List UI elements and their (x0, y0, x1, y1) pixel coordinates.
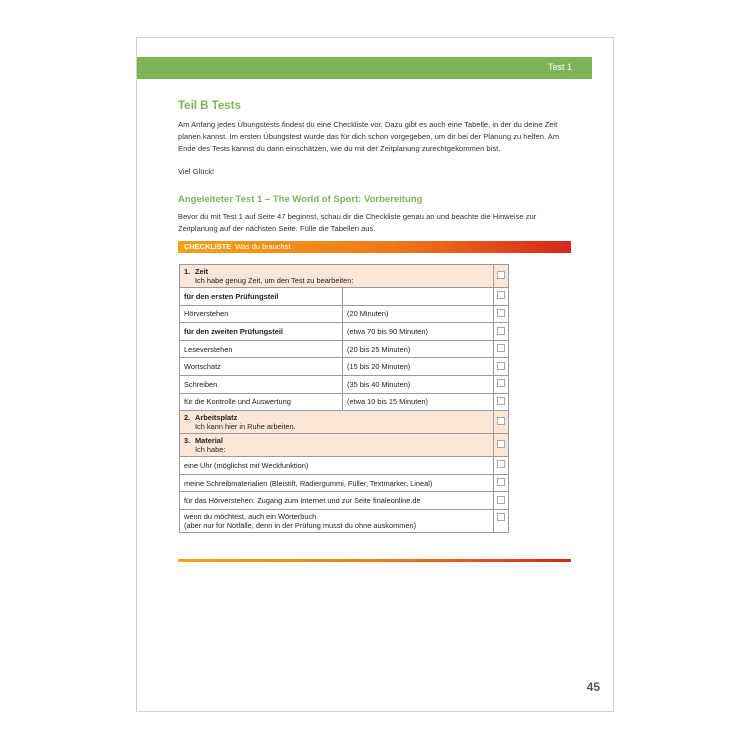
material-item-note: (aber nur für Notfälle, denn in der Prüfung musst du ohne auskommen) (184, 520, 417, 530)
table-row (180, 509, 509, 532)
row-label: Wortschatz (180, 358, 343, 376)
material-item: meine Schreibmaterialien (Bleistift, Radiergummi, Füller, Textmarker, Lineal) (180, 474, 494, 492)
checkbox[interactable] (497, 478, 505, 486)
checkbox[interactable] (497, 271, 505, 279)
row-label: für die Kontrolle und Auswertung (180, 393, 343, 411)
platz-number: 2. (184, 413, 191, 423)
checklist-banner (178, 241, 571, 253)
section-paragraph: Am Anfang jedes Übungstests findest du eine Checkliste vor. Dazu gibt es auch eine Tabelle, in der du deine Zeit planen kannst. Im ersten Übungstest wurde das für dich schon vorgegeben, um dir bei der Planung zu helfen. Am Ende des Tests kannst du dann einschätzen, wie du mit der Zeitplanung zurechtgekommen bist. (178, 120, 560, 154)
checkbox[interactable] (497, 397, 505, 405)
subsection-paragraph: Bevor du mit Test 1 auf Seite 47 beginnst, schau dir die Checkliste genau an und beachte die Hinweise zur Zeitplanung auf der nächsten Seite. Fülle die Tabellen aus. (178, 211, 537, 233)
checklist-row-material (180, 434, 509, 457)
platz-title: Arbeitsplatz (195, 413, 238, 423)
banner-label: CHECKLISTE (184, 242, 232, 252)
zeit-number: 1. (184, 267, 191, 277)
row-time: (20 Minuten) (343, 305, 494, 323)
checkbox[interactable] (497, 309, 505, 317)
checklist-row-arbeitsplatz (180, 411, 509, 434)
row-label: Hörverstehen (180, 305, 343, 323)
checklist-row-zeit (180, 265, 509, 288)
table-row (180, 457, 509, 475)
checkbox[interactable] (497, 417, 505, 425)
checklist-table (179, 264, 509, 533)
checkbox[interactable] (497, 291, 505, 299)
checkbox[interactable] (497, 440, 505, 448)
row-time (343, 288, 494, 306)
table-row (180, 474, 509, 492)
header-bar (137, 57, 592, 79)
section-title: Teil B Tests (178, 100, 241, 112)
zeit-subtext: Ich habe genug Zeit, um den Test zu bearbeiten: (195, 276, 354, 286)
subsection-title: Angeleiteter Test 1 – The World of Sport: Vorbereitung (178, 193, 423, 205)
table-row (180, 393, 509, 411)
page-number: 45 (586, 680, 600, 694)
banner-text: Was du brauchst (235, 242, 291, 252)
row-time: (15 bis 20 Minuten) (343, 358, 494, 376)
checkbox[interactable] (497, 496, 505, 504)
checkbox[interactable] (497, 344, 505, 352)
table-row (180, 288, 509, 306)
material-subtext: Ich habe: (195, 445, 226, 455)
row-time: (etwa 10 bis 15 Minuten) (343, 393, 494, 411)
row-time: (20 bis 25 Minuten) (343, 340, 494, 358)
table-row (180, 375, 509, 393)
table-row (180, 358, 509, 376)
material-item: für das Hörverstehen: Zugang zum Internet und zur Seite finaleonline.de (180, 492, 494, 510)
header-label: Test 1 (547, 62, 572, 72)
table-row (180, 323, 509, 341)
material-item: wenn du möchtest, auch ein Wörterbuch (184, 511, 317, 521)
document-page (136, 37, 614, 712)
row-label: für den ersten Prüfungsteil (180, 288, 343, 306)
row-label: Leseverstehen (180, 340, 343, 358)
material-item: eine Uhr (möglichst mit Weckfunktion) (180, 457, 494, 475)
row-time: (35 bis 40 Minuten) (343, 375, 494, 393)
table-row (180, 340, 509, 358)
material-number: 3. (184, 436, 191, 446)
bottom-divider (178, 559, 571, 562)
platz-subtext: Ich kann hier in Ruhe arbeiten. (195, 422, 296, 432)
row-label: für den zweiten Prüfungsteil (180, 323, 343, 341)
row-label: Schreiben (180, 375, 343, 393)
page-content (178, 100, 573, 533)
checkbox[interactable] (497, 460, 505, 468)
material-title: Material (195, 436, 223, 446)
row-time: (etwa 70 bis 90 Minuten) (343, 323, 494, 341)
checkbox[interactable] (497, 513, 505, 521)
checkbox[interactable] (497, 327, 505, 335)
good-luck-text: Viel Glück! (178, 166, 215, 176)
zeit-title: Zeit (195, 267, 209, 277)
table-row (180, 492, 509, 510)
checkbox[interactable] (497, 379, 505, 387)
checkbox[interactable] (497, 362, 505, 370)
table-row (180, 305, 509, 323)
